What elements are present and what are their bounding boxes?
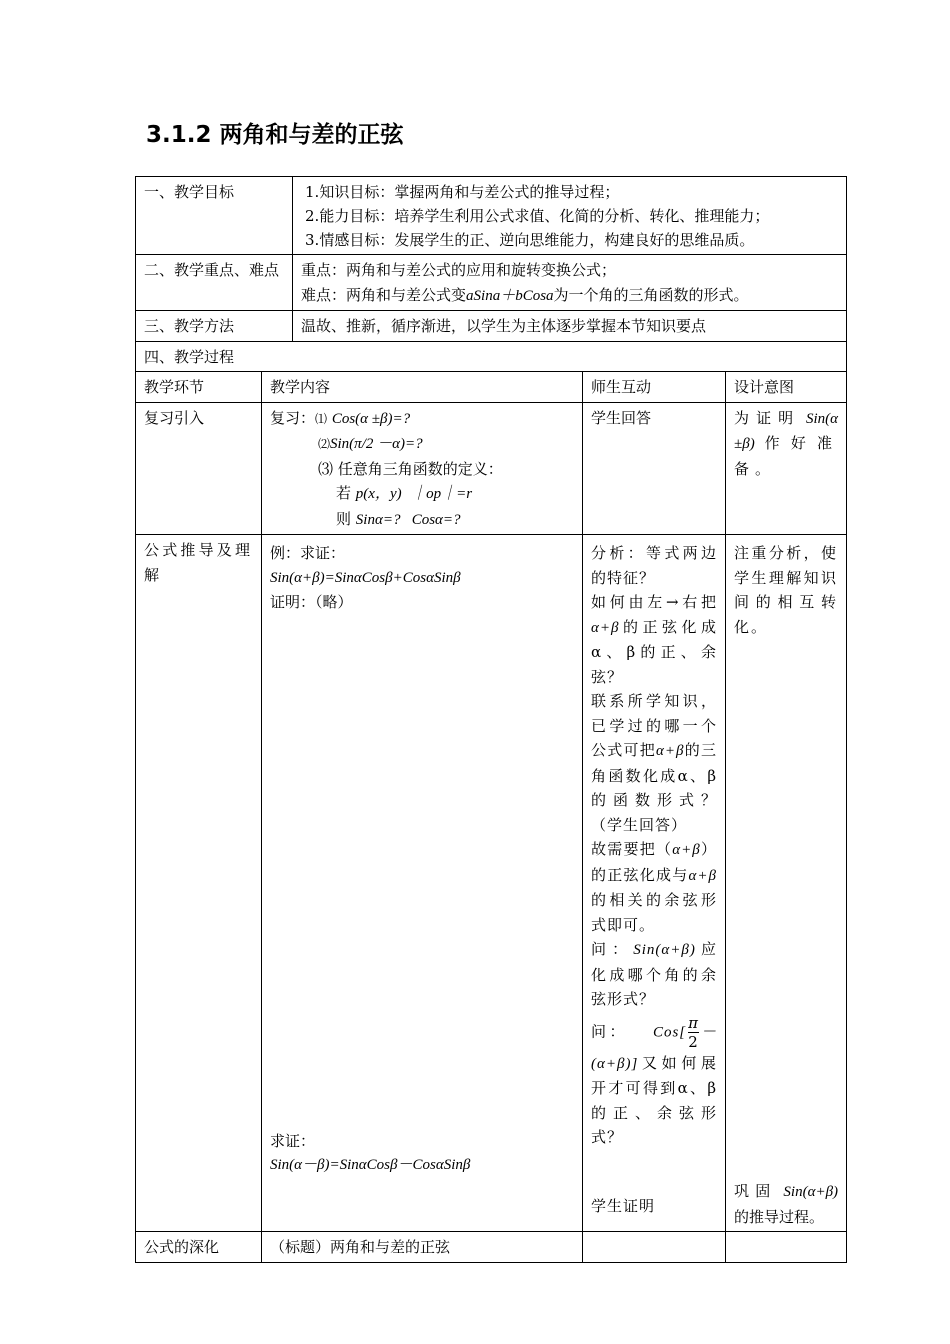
method-text: 温故、推新，循序渐进，以学生为主体逐步掌握本节知识要点 bbox=[293, 311, 847, 342]
goals-row bbox=[136, 177, 847, 255]
review-intent: 为证明 Sin(α ±β) 作好准备。 bbox=[726, 402, 847, 535]
review-interaction: 学生回答 bbox=[583, 402, 726, 535]
derivation-intent bbox=[726, 535, 847, 1232]
goals-label: 一、教学目标 bbox=[136, 177, 293, 255]
analysis-q6: 问： Cos[ $\frac{\pi}{2}$ －(α+β)]又如何展开才可得到α、β的正、余弦形式？ bbox=[591, 1013, 718, 1146]
analysis-q4: 故需要把（α+β）的正弦化成与α+β的相关的余弦形式即可。 bbox=[591, 840, 718, 934]
formula-sin-diff: Sin(α－β)=SinαCosβ－CosαSinβ bbox=[270, 1157, 471, 1173]
method-row bbox=[136, 311, 847, 342]
analysis-q5: 问：Sin(α+β)应化成哪个角的余弦形式？ bbox=[591, 940, 718, 1008]
review-q1: 复习：⑴ Cos(α ±β)=? bbox=[270, 408, 411, 427]
header-content: 教学内容 bbox=[262, 372, 583, 403]
key-points-row bbox=[136, 255, 847, 311]
method-label: 三、教学方法 bbox=[136, 311, 293, 342]
goals-content bbox=[293, 177, 847, 255]
header-stage: 教学环节 bbox=[136, 372, 262, 403]
focus-text: 重点：两角和与差公式的应用和旋转变换公式； bbox=[301, 261, 617, 279]
difficulty-text: 难点：两角和与差公式变aSina＋bCosa为一个角的三角函数的形式。 bbox=[301, 285, 749, 304]
intent-consolidate: 巩固 Sin(α+β)的推导过程。 bbox=[734, 1182, 839, 1226]
process-label: 四、教学过程 bbox=[136, 341, 847, 372]
goal-item: 3.情感目标：发展学生的正、逆向思维能力，构建良好的思维品质。 bbox=[305, 231, 755, 249]
process-row bbox=[136, 341, 847, 372]
review-q3: ⑶ 任意角三角函数的定义： bbox=[318, 459, 503, 478]
derivation-row bbox=[136, 535, 847, 1232]
review-content bbox=[262, 402, 583, 535]
page-title: 3.1.2 两角和与差的正弦 bbox=[146, 122, 404, 148]
lesson-plan-table bbox=[135, 176, 847, 1263]
process-header-row bbox=[136, 372, 847, 403]
analysis-q2: 如何由左→右把α+β的正弦化成α、β的正、余弦？ bbox=[591, 593, 718, 686]
review-q3-line2: 则 Sinα=? Cosα=? bbox=[336, 509, 461, 528]
header-interaction: 师生互动 bbox=[583, 372, 726, 403]
derivation-content bbox=[262, 535, 583, 1232]
student-proof: 学生证明 bbox=[591, 1196, 656, 1215]
goal-item: 1.知识目标：掌握两角和与差公式的推导过程； bbox=[305, 183, 620, 201]
derivation-stage: 公式推导及理解 bbox=[136, 535, 262, 1232]
formula-sin-sum: Sin(α+β)=SinαCosβ+CosαSinβ bbox=[270, 569, 461, 586]
header-intent: 设计意图 bbox=[726, 372, 847, 403]
derivation-interaction bbox=[583, 535, 726, 1232]
analysis-q1: 分析：等式两边的特征？ bbox=[591, 544, 718, 587]
analysis-q3: 联系所学知识，已学过的哪一个公式可把α+β的三角函数化成α、β的函数形式？（学生回答） bbox=[591, 692, 718, 834]
review-q3-line1: 若 p(x，y) ｜op｜=r bbox=[336, 484, 473, 502]
review-q2: ⑵Sin(π/2 －α)=? bbox=[318, 436, 423, 452]
deepen-stage: 公式的深化 bbox=[136, 1232, 262, 1263]
deepen-intent bbox=[726, 1232, 847, 1263]
key-points-content bbox=[293, 255, 847, 311]
pi-over-two-fraction: $\frac{\pi}{2}$ bbox=[688, 1013, 699, 1051]
proof-text: 证明：（略） bbox=[270, 593, 353, 611]
review-row bbox=[136, 402, 847, 535]
review-stage: 复习引入 bbox=[136, 402, 262, 535]
deepen-content: （标题）两角和与差的正弦 bbox=[262, 1232, 583, 1263]
prove-label: 求证： bbox=[270, 1131, 316, 1150]
deepen-interaction bbox=[583, 1232, 726, 1263]
goal-item: 2.能力目标：培养学生利用公式求值、化简的分析、转化、推理能力； bbox=[305, 207, 770, 225]
key-points-label: 二、教学重点、难点 bbox=[136, 255, 293, 311]
example-label: 例：求证： bbox=[270, 544, 346, 562]
intent-analysis: 注重分析，使学生理解知识间的相互转化。 bbox=[734, 544, 839, 636]
deepen-row bbox=[136, 1232, 847, 1263]
